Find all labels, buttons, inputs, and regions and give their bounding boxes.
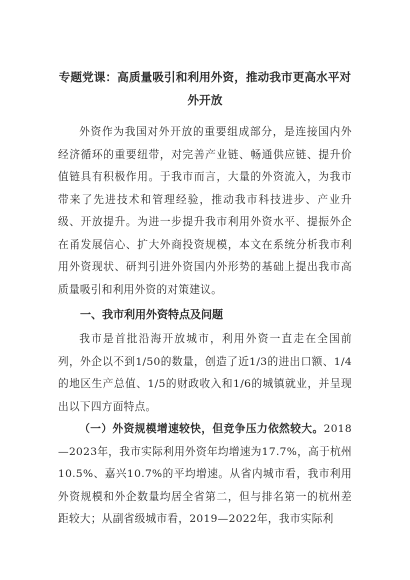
section-paragraph: 我市是首批沿海开放城市，利用外资一直走在全国前列，外企以不到1/50的数量，创造了近1/3的进出口额、1/4的地区生产总值、1/5的财政收入和1/6的城镇就业，并呈现出以下四方面特点。 [58,333,352,413]
intro-paragraph: 外资作为我国对外开放的重要组成部分，是连接国内外经济循环的重要纽带，对完善产业链、畅通供应链、提升价值链具有积极作用。于我市而言，大量的外资流入，为我市带来了先进技术和管理经验，推动我市科技进步、产业升级、开放提升。为进一步提升我市利用外资水平、提振外企在甬发展信心、扩大外商投资规模，本文在系统分析我市利用外资现状、研判引进外资国内外形势的基础上提出我市高质量吸引和利用外资的对策建议。 [58,126,352,296]
subsection-text: 2018—2023年，我市实际利用外资年均增速为17.7%，高于杭州10.5%、嘉兴10.7%的平均增速。从省内城市看，我市利用外资规模和外企数量均居全省第二，但与排名第一的杭州差距较大；从副省级城市看，2019—2022年，我市实际利 [58,423,352,525]
document-title: 专题党课：高质量吸引和利用外资，推动我市更高水平对外开放 [58,70,352,107]
subsection-paragraph [58,418,352,531]
subsection-lead: （一）外资规模增速较快，但竞争压力依然较大。 [79,423,324,435]
section-heading: 一、我市利用外资特点及问题 [80,308,223,321]
